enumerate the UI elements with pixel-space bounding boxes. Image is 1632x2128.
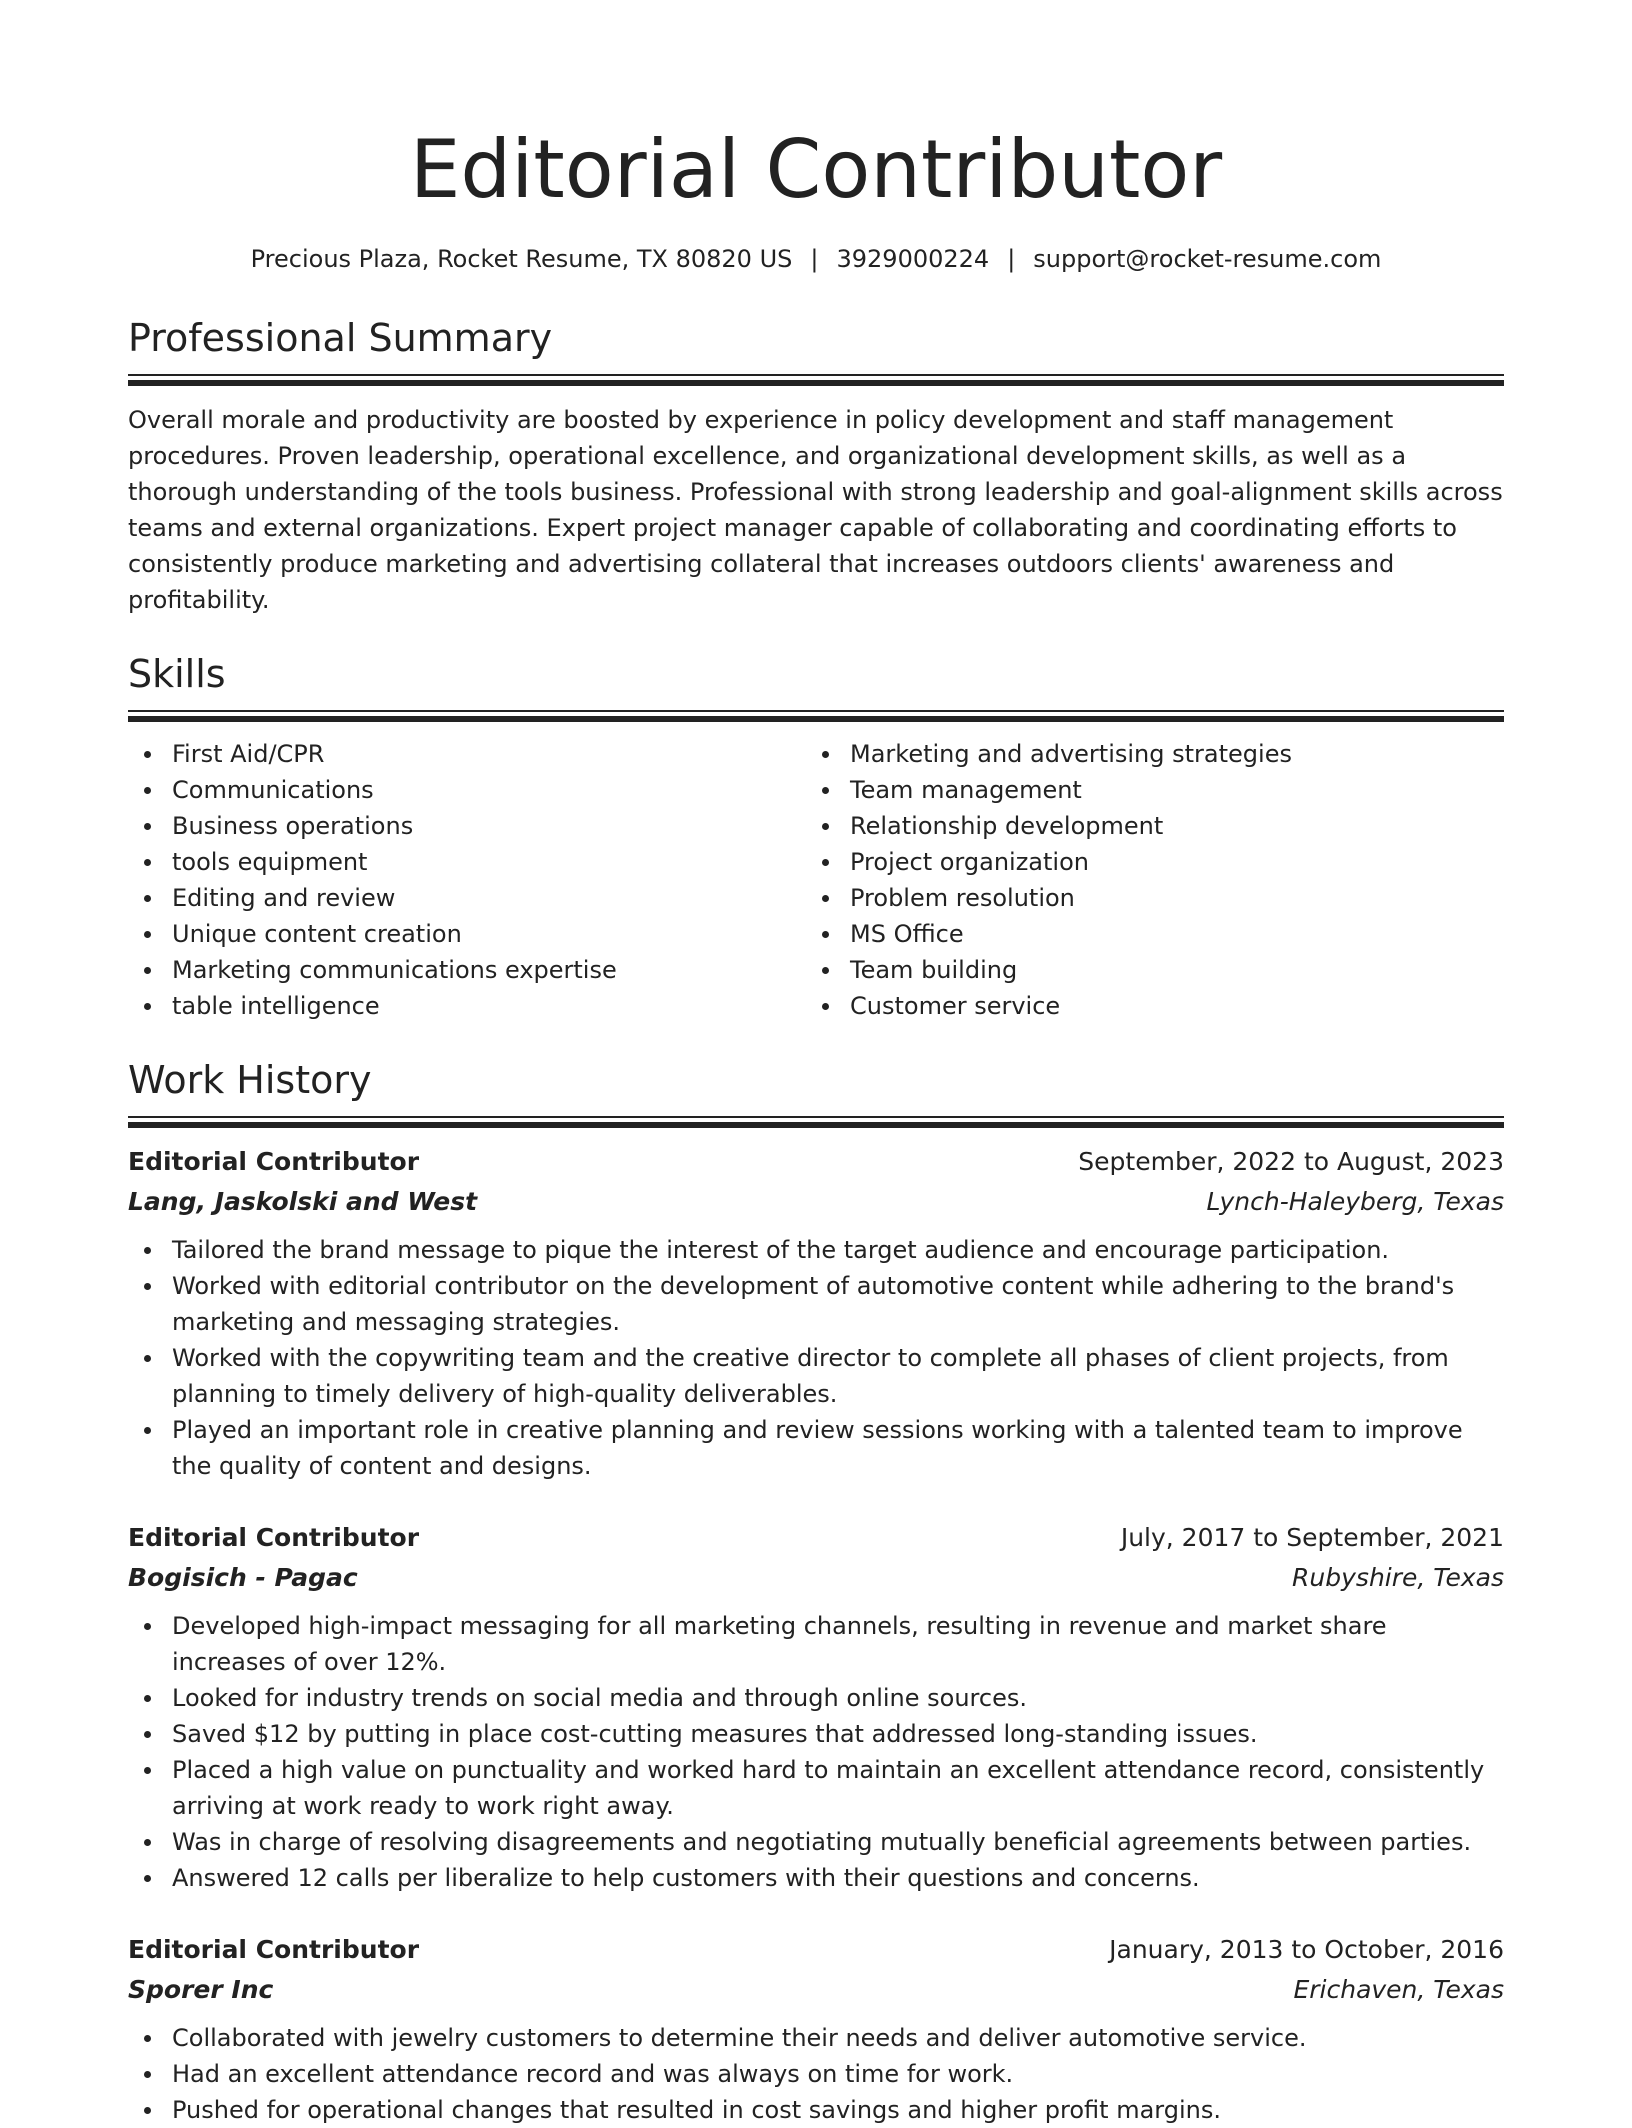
contact-separator: | bbox=[810, 245, 819, 273]
skill-item: Communications bbox=[172, 772, 806, 808]
skills-list-right bbox=[806, 736, 1484, 1024]
job-location: Rubyshire, Texas bbox=[1292, 1563, 1504, 1592]
skill-item: Marketing and advertising strategies bbox=[850, 736, 1484, 772]
section-title: Professional Summary bbox=[128, 316, 553, 360]
resume-page bbox=[128, 0, 1504, 2128]
job-header-row bbox=[128, 1518, 1504, 1558]
job-company: Sporer Inc bbox=[128, 1975, 274, 2004]
job-header-row bbox=[128, 1930, 1504, 1970]
contact-address: Precious Plaza, Rocket Resume, TX 80820 US bbox=[250, 245, 793, 273]
job-header-row bbox=[128, 1142, 1504, 1182]
job-bullet: Was in charge of resolving disagreements and negotiating mutually beneficial agreements between parties. bbox=[172, 1824, 1504, 1860]
section-title: Work History bbox=[128, 1058, 372, 1102]
job-bullet: Pushed for operational changes that resulted in cost savings and higher profit margins. bbox=[172, 2092, 1504, 2128]
job-location: Erichaven, Texas bbox=[1293, 1975, 1504, 2004]
job-bullet: Collaborated with jewelry customers to determine their needs and deliver automotive service. bbox=[172, 2020, 1504, 2056]
job-location: Lynch-Haleyberg, Texas bbox=[1206, 1187, 1504, 1216]
job-dates: September, 2022 to August, 2023 bbox=[1078, 1147, 1504, 1176]
job-company-row bbox=[128, 1182, 1504, 1222]
section-divider bbox=[128, 1116, 1504, 1128]
job-company-row bbox=[128, 1558, 1504, 1598]
job-bullet: Placed a high value on punctuality and worked hard to maintain an excellent attendance record, consistently arriving at work ready to work right away. bbox=[172, 1752, 1504, 1824]
skill-item: Marketing communications expertise bbox=[172, 952, 806, 988]
job-bullet: Saved $12 by putting in place cost-cutting measures that addressed long-standing issues. bbox=[172, 1716, 1504, 1752]
job-entry bbox=[128, 1930, 1504, 2128]
job-company: Lang, Jaskolski and West bbox=[128, 1187, 478, 1216]
job-entry bbox=[128, 1518, 1504, 1896]
job-company: Bogisich - Pagac bbox=[128, 1563, 358, 1592]
skill-item: Business operations bbox=[172, 808, 806, 844]
section-title: Skills bbox=[128, 652, 226, 696]
job-title: Editorial Contributor bbox=[128, 1523, 420, 1552]
contact-phone: 3929000224 bbox=[836, 245, 990, 273]
skill-item: Team management bbox=[850, 772, 1484, 808]
skill-item: First Aid/CPR bbox=[172, 736, 806, 772]
job-bullets bbox=[128, 1608, 1504, 1896]
job-dates: January, 2013 to October, 2016 bbox=[1109, 1935, 1504, 1964]
job-bullets bbox=[128, 1232, 1504, 1484]
job-bullet: Looked for industry trends on social media and through online sources. bbox=[172, 1680, 1504, 1716]
work-history-section bbox=[128, 1056, 1504, 2128]
section-divider bbox=[128, 374, 1504, 386]
skill-item: Team building bbox=[850, 952, 1484, 988]
skill-item: tools equipment bbox=[172, 844, 806, 880]
section-divider bbox=[128, 710, 1504, 722]
skill-item: Problem resolution bbox=[850, 880, 1484, 916]
job-company-row bbox=[128, 1970, 1504, 2010]
job-bullet: Worked with the copywriting team and the creative director to complete all phases of client projects, from planning to timely delivery of high-quality deliverables. bbox=[172, 1340, 1504, 1412]
candidate-name: Editorial Contributor bbox=[409, 123, 1223, 216]
job-bullet: Developed high-impact messaging for all marketing channels, resulting in revenue and market share increases of over 12%. bbox=[172, 1608, 1504, 1680]
skills-columns bbox=[128, 736, 1504, 1024]
job-bullet: Played an important role in creative planning and review sessions working with a talented team to improve the quality of content and designs. bbox=[172, 1412, 1504, 1484]
summary-text: Overall morale and productivity are boosted by experience in policy development and staff management procedures. Proven leadership, operational excellence, and organizational development skills, as well as a thorough understanding of the tools business. Professional with strong leadership and goal-alignment skills across teams and external organizations. Expert project manager capable of collaborating and coordinating efforts to consistently produce marketing and advertising collateral that increases outdoors clients' awareness and profitability. bbox=[128, 406, 1503, 614]
professional-summary-section bbox=[128, 314, 1504, 618]
skill-item: Project organization bbox=[850, 844, 1484, 880]
contact-email: support@rocket-resume.com bbox=[1033, 245, 1382, 273]
skills-list-left bbox=[128, 736, 806, 1024]
skill-item: table intelligence bbox=[172, 988, 806, 1024]
skill-item: MS Office bbox=[850, 916, 1484, 952]
job-entry bbox=[128, 1142, 1504, 1484]
skills-section bbox=[128, 650, 1504, 1024]
skill-item: Unique content creation bbox=[172, 916, 806, 952]
skill-item: Relationship development bbox=[850, 808, 1484, 844]
skill-item: Editing and review bbox=[172, 880, 806, 916]
contact-separator: | bbox=[1007, 245, 1016, 273]
job-title: Editorial Contributor bbox=[128, 1147, 420, 1176]
job-title: Editorial Contributor bbox=[128, 1935, 420, 1964]
job-bullet: Tailored the brand message to pique the interest of the target audience and encourage participation. bbox=[172, 1232, 1504, 1268]
job-bullet: Had an excellent attendance record and was always on time for work. bbox=[172, 2056, 1504, 2092]
job-dates: July, 2017 to September, 2021 bbox=[1120, 1523, 1504, 1552]
job-bullet: Worked with editorial contributor on the development of automotive content while adhering to the brand's marketing and messaging strategies. bbox=[172, 1268, 1504, 1340]
skill-item: Customer service bbox=[850, 988, 1484, 1024]
job-bullet: Answered 12 calls per liberalize to help customers with their questions and concerns. bbox=[172, 1860, 1504, 1896]
contact-line bbox=[128, 242, 1504, 276]
